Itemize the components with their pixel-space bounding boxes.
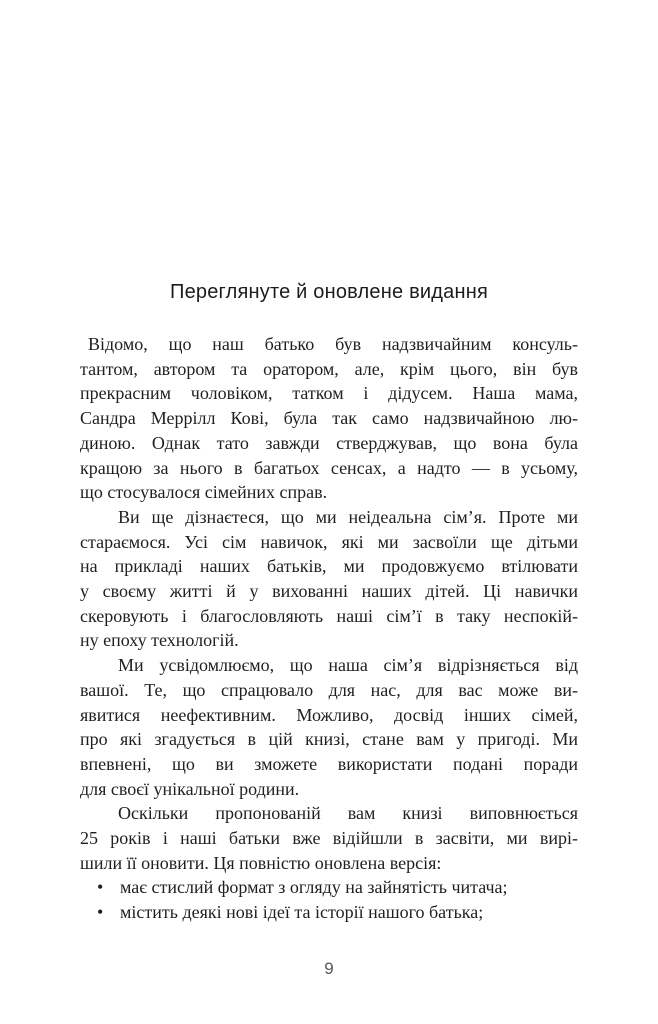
text-line: впевнені, що ви зможете використати подані поради [80,753,578,774]
text-line: Сандра Меррілл Кові, була так само надзвичайною лю- [80,408,578,429]
text-line: прекрасним чоловіком, татком і дідусем. Наша мама, [80,383,578,404]
paragraph [80,801,578,875]
text-line: тантом, автором та оратором, але, крім цього, він був [80,358,578,379]
text-line: ну епоху технологій. [80,630,239,651]
paragraph [80,505,578,653]
text-line: Ми усвідомлюємо, що наша сім’я відрізняється від [118,655,578,676]
paragraph [80,653,578,801]
text-line: диною. Однак тато завжди стверджував, що вона була [80,432,578,453]
text-line: для своєї унікальної родини. [80,778,300,799]
text-line: Відомо, що наш батько був надзвичайним консуль- [88,334,578,354]
text-line: 25 років і наші батьки вже відійшли в засвіти, ми вирі- [80,828,578,849]
text-line: стараємося. Усі сім навичок, які ми засвоїли ще дітьми [80,531,578,552]
body-text [80,332,578,925]
paragraph [80,332,578,505]
text-line: у своєму житті й у вихованні наших дітей. Ці навички [80,581,578,602]
bullet-text: має стислий формат з огляду на зайнятість читача; [120,877,508,898]
bullet-item [80,900,578,925]
bullet-text: містить деякі нові ідеї та історії нашого батька; [120,902,484,923]
text-line: вашої. Те, що спрацювало для нас, для вас може ви- [80,679,578,700]
text-line: що стосувалося сімейних справ. [80,482,328,503]
page-number: 9 [324,959,334,978]
bullet-icon: • [97,902,104,923]
text-line: шили її оновити. Ця повністю оновлена версія: [80,852,442,873]
text-line: явитися неефективним. Можливо, досвід інших сімей, [80,704,578,725]
text-line: на прикладі наших батьків, ми продовжуємо втілювати [80,556,578,577]
text-line: про які згадується в цій книзі, стане вам у пригоді. Ми [80,729,578,750]
bullet-icon: • [97,877,104,898]
text-line: кращою за нього в багатьох сенсах, а надто — в усьому, [80,457,578,478]
bullet-item [80,875,578,900]
text-line: Ви ще дізнаєтеся, що ми неідеальна сім’я. Проте ми [118,506,578,527]
section-heading: Переглянуте й оновлене видання [170,281,488,303]
text-line: скеровують і благословляють наші сім’ї в таку неспокій- [80,605,578,626]
text-line: Оскільки пропонованій вам книзі виповнюється [118,803,578,824]
